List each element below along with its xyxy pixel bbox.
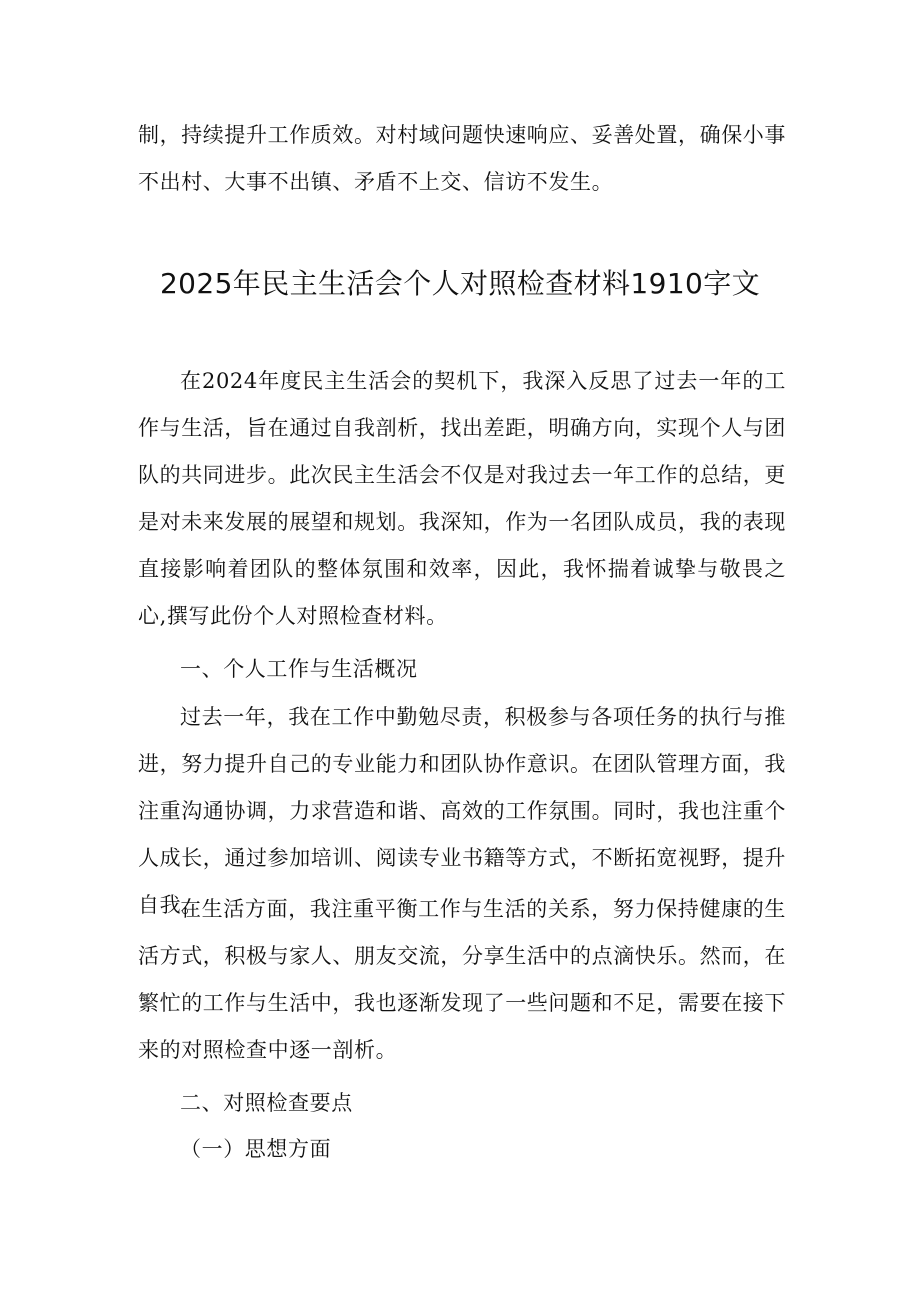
section-heading-2: 二、对照检查要点 (180, 1091, 353, 1115)
continuation-paragraph: 制，持续提升工作质效。对村域问题快速响应、妥善处置，确保小事不出村、大事不出镇、矛盾不上交、信访不发生。 (138, 123, 786, 194)
subsection-heading-thought: （一）思想方面 (180, 1137, 332, 1161)
work-overview-paragraph: 过去一年，我在工作中勤勉尽责，积极参与各项任务的执行与推进，努力提升自己的专业能力和团队协作意识。在团队管理方面，我注重沟通协调，力求营造和谐、高效的工作氛围。同时，我也注重个人成长，通过参加培训、阅读专业书籍等方式，不断拓宽视野，提升自我。 (138, 705, 786, 917)
section-heading-1: 一、个人工作与生活概况 (180, 657, 418, 681)
life-overview-paragraph: 在生活方面，我注重平衡工作与生活的关系，努力保持健康的生活方式，积极与家人、朋友交流，分享生活中的点滴快乐。然而，在繁忙的工作与生活中，我也逐渐发现了一些问题和不足，需要在接下来的对照检查中逐一剖析。 (138, 897, 786, 1062)
document-title: 2025年民主生活会个人对照检查材料1910字文 (159, 267, 761, 300)
intro-paragraph: 在2024年度民主生活会的契机下，我深入反思了过去一年的工作与生活，旨在通过自我剖析，找出差距，明确方向，实现个人与团队的共同进步。此次民主生活会不仅是对我过去一年工作的总结，更是对未来发展的展望和规划。我深知，作为一名团队成员，我的表现直接影响着团队的整体氛围和效率，因此，我怀揣着诚挚与敬畏之心,撰写此份个人对照检查材料。 (138, 369, 786, 628)
